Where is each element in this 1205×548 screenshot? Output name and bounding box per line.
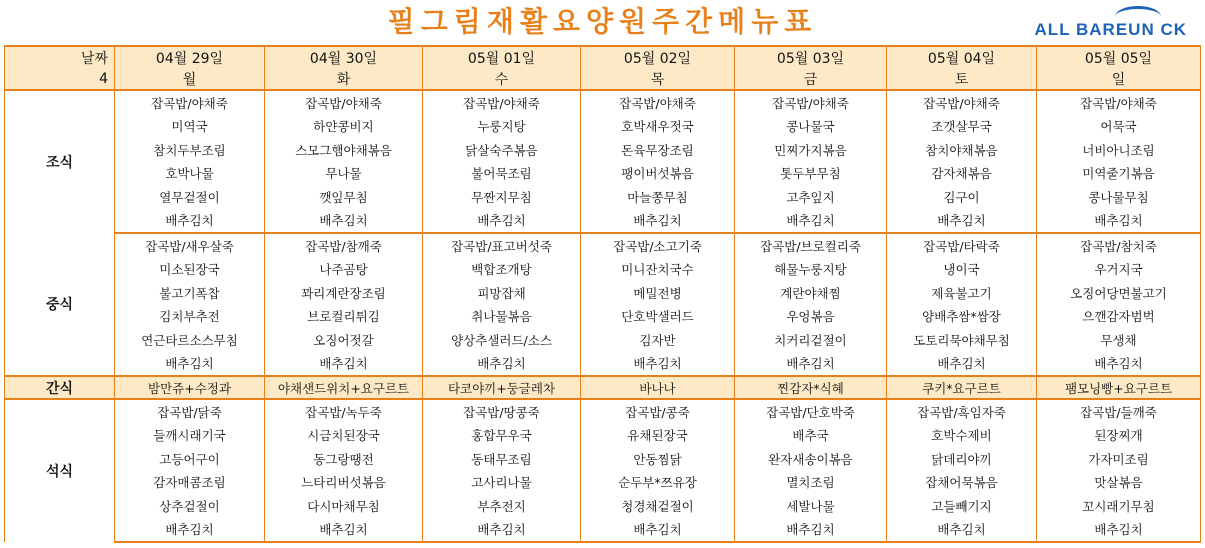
menu-item: 동그랑땡전 [265, 447, 423, 471]
menu-item: 시금치된장국 [265, 424, 423, 448]
menu-item: 마늘쫑무침 [581, 185, 735, 209]
menu-item: 미니잔치국수 [581, 258, 735, 282]
day-weekday: 일 [1037, 68, 1201, 90]
menu-item: 호박수제비 [887, 424, 1037, 448]
menu-item: 스모그햄야채볶음 [265, 138, 423, 162]
menu-item: 참치야채볶음 [887, 138, 1037, 162]
menu-item: 배추김치 [423, 209, 581, 234]
menu-item: 유채된장국 [581, 424, 735, 448]
page-title: 필그림재활요양원주간메뉴표 [387, 5, 818, 38]
snack-item: 팸모닝빵+요구르트 [1037, 376, 1201, 399]
menu-item: 해물누룽지탕 [735, 258, 887, 282]
menu-item: 무나물 [265, 162, 423, 186]
snack-item: 찐감자*식혜 [735, 376, 887, 399]
menu-item: 콩나물무침 [1037, 185, 1201, 209]
menu-item: 계란야채찜 [735, 281, 887, 305]
brand-logo: ALL BAREUN CK [1034, 20, 1187, 39]
snack-item: 타코야끼+둥글레차 [423, 376, 581, 399]
menu-item: 배추김치 [887, 518, 1037, 543]
menu-item: 나주곰탕 [265, 258, 423, 282]
snack-item: 쿠키*요구르트 [887, 376, 1037, 399]
day-weekday: 수 [423, 68, 581, 90]
menu-item: 배추김치 [887, 209, 1037, 234]
menu-item: 잡곡밥/닭죽 [115, 399, 265, 424]
weekly-menu-table [4, 45, 1201, 543]
menu-item: 고사리나물 [423, 471, 581, 495]
menu-item: 배추김치 [265, 352, 423, 377]
menu-item: 양상추샐러드/소스 [423, 328, 581, 352]
corner-label: 날짜 [5, 46, 115, 68]
menu-item: 우엉볶음 [735, 305, 887, 329]
snack-item: 밤만쥬+수정과 [115, 376, 265, 399]
menu-item: 고추잎지 [735, 185, 887, 209]
menu-item: 양배추쌈*쌈장 [887, 305, 1037, 329]
menu-item: 닭살숙주볶음 [423, 138, 581, 162]
menu-item: 고들빼기지 [887, 494, 1037, 518]
menu-item: 부추전지 [423, 494, 581, 518]
menu-item: 무생채 [1037, 328, 1201, 352]
menu-item: 세발나물 [735, 494, 887, 518]
day-date: 05월 05일 [1037, 46, 1201, 68]
menu-item: 냉이국 [887, 258, 1037, 282]
menu-item: 잡곡밥/야채죽 [115, 90, 265, 115]
menu-item: 취나물볶음 [423, 305, 581, 329]
menu-item: 배추국 [735, 424, 887, 448]
menu-item: 누룽지탕 [423, 115, 581, 139]
menu-item: 잡곡밥/브로컬리죽 [735, 233, 887, 258]
day-weekday: 토 [887, 68, 1037, 90]
menu-item: 꽈리계란장조림 [265, 281, 423, 305]
menu-item: 제육불고기 [887, 281, 1037, 305]
snack-label: 간식 [5, 376, 115, 399]
menu-item: 배추김치 [115, 209, 265, 234]
menu-item: 가자미조림 [1037, 447, 1201, 471]
menu-item: 민찌가지볶음 [735, 138, 887, 162]
menu-item: 잡채어묵볶음 [887, 471, 1037, 495]
menu-item: 잡곡밥/야채죽 [423, 90, 581, 115]
day-date: 04월 30일 [265, 46, 423, 68]
menu-item: 들깨시래기국 [115, 424, 265, 448]
menu-item: 배추김치 [887, 352, 1037, 377]
menu-item: 된장찌개 [1037, 424, 1201, 448]
menu-item: 배추김치 [581, 518, 735, 543]
menu-item: 배추김치 [1037, 352, 1201, 377]
menu-item: 잡곡밥/들깨죽 [1037, 399, 1201, 424]
menu-item: 돈육무장조림 [581, 138, 735, 162]
day-date: 05월 03일 [735, 46, 887, 68]
menu-item: 단호박샐러드 [581, 305, 735, 329]
menu-item: 하얀콩비지 [265, 115, 423, 139]
menu-item: 잡곡밥/야채죽 [581, 90, 735, 115]
menu-item: 너비아니조림 [1037, 138, 1201, 162]
menu-item: 배추김치 [735, 518, 887, 543]
menu-item: 오징어당면불고기 [1037, 281, 1201, 305]
menu-item: 배추김치 [423, 518, 581, 543]
snack-item: 바나나 [581, 376, 735, 399]
menu-item: 피망잡채 [423, 281, 581, 305]
menu-item: 배추김치 [735, 209, 887, 234]
breakfast-label: 조식 [5, 90, 115, 233]
menu-item: 잡곡밥/표고버섯죽 [423, 233, 581, 258]
menu-item: 호박나물 [115, 162, 265, 186]
day-date: 05월 02일 [581, 46, 735, 68]
menu-item: 잡곡밥/흑임자죽 [887, 399, 1037, 424]
day-weekday: 목 [581, 68, 735, 90]
menu-item: 잡곡밥/타락죽 [887, 233, 1037, 258]
menu-item: 순두부*쯔유장 [581, 471, 735, 495]
menu-item: 미역줄기볶음 [1037, 162, 1201, 186]
day-weekday: 금 [735, 68, 887, 90]
dinner-label: 석식 [5, 399, 115, 542]
menu-item: 꼬시래기무침 [1037, 494, 1201, 518]
menu-item: 미소된장국 [115, 258, 265, 282]
menu-item: 동태무조림 [423, 447, 581, 471]
menu-item: 감자매콤조림 [115, 471, 265, 495]
menu-item: 잡곡밥/소고기죽 [581, 233, 735, 258]
menu-item: 배추김치 [423, 352, 581, 377]
menu-item: 김치부추전 [115, 305, 265, 329]
menu-item: 잡곡밥/새우살죽 [115, 233, 265, 258]
menu-item: 배추김치 [581, 352, 735, 377]
menu-item: 다시마채무침 [265, 494, 423, 518]
corner-number: 4 [5, 68, 115, 90]
menu-item: 오징어젓갈 [265, 328, 423, 352]
menu-item: 어묵국 [1037, 115, 1201, 139]
day-date: 05월 01일 [423, 46, 581, 68]
menu-item: 완자새송이볶음 [735, 447, 887, 471]
menu-item: 으깬감자범벅 [1037, 305, 1201, 329]
menu-item: 배추김치 [115, 352, 265, 377]
menu-item: 맛살볶음 [1037, 471, 1201, 495]
menu-item: 배추김치 [265, 209, 423, 234]
menu-item: 감자채볶음 [887, 162, 1037, 186]
day-weekday: 월 [115, 68, 265, 90]
menu-item: 메밀전병 [581, 281, 735, 305]
menu-item: 참치두부조림 [115, 138, 265, 162]
menu-item: 배추김치 [265, 518, 423, 543]
menu-item: 홍합무우국 [423, 424, 581, 448]
menu-item: 배추김치 [1037, 209, 1201, 234]
menu-item: 콩나물국 [735, 115, 887, 139]
menu-item: 우거지국 [1037, 258, 1201, 282]
menu-item: 잡곡밥/참깨죽 [265, 233, 423, 258]
menu-item: 잡곡밥/야채죽 [1037, 90, 1201, 115]
menu-item: 톳두부무침 [735, 162, 887, 186]
menu-item: 배추김치 [735, 352, 887, 377]
menu-item: 잡곡밥/땅콩죽 [423, 399, 581, 424]
menu-item: 김자반 [581, 328, 735, 352]
menu-item: 배추김치 [115, 518, 265, 543]
menu-item: 고등어구이 [115, 447, 265, 471]
menu-item: 깻잎무침 [265, 185, 423, 209]
menu-item: 불어묵조림 [423, 162, 581, 186]
day-weekday: 화 [265, 68, 423, 90]
lunch-label: 중식 [5, 233, 115, 376]
menu-item: 미역국 [115, 115, 265, 139]
menu-item: 불고기폭찹 [115, 281, 265, 305]
menu-item: 잡곡밥/야채죽 [265, 90, 423, 115]
day-date: 04월 29일 [115, 46, 265, 68]
menu-item: 브로컬리튀김 [265, 305, 423, 329]
menu-item: 팽이버섯볶음 [581, 162, 735, 186]
menu-item: 백합조개탕 [423, 258, 581, 282]
menu-item: 잡곡밥/콩죽 [581, 399, 735, 424]
day-date: 05월 04일 [887, 46, 1037, 68]
menu-item: 잡곡밥/녹두죽 [265, 399, 423, 424]
menu-item: 무짠지무침 [423, 185, 581, 209]
menu-item: 호박새우젓국 [581, 115, 735, 139]
snack-item: 야채샌드위치+요구르트 [265, 376, 423, 399]
menu-item: 열무겉절이 [115, 185, 265, 209]
menu-item: 잡곡밥/단호박죽 [735, 399, 887, 424]
menu-item: 상추겉절이 [115, 494, 265, 518]
menu-item: 치커리겉절이 [735, 328, 887, 352]
menu-item: 김구이 [887, 185, 1037, 209]
menu-item: 배추김치 [581, 209, 735, 234]
menu-item: 조갯살무국 [887, 115, 1037, 139]
menu-item: 잡곡밥/야채죽 [735, 90, 887, 115]
menu-item: 청경채겉절이 [581, 494, 735, 518]
menu-item: 연근타르소스무침 [115, 328, 265, 352]
menu-item: 닭데리야끼 [887, 447, 1037, 471]
menu-item: 배추김치 [1037, 518, 1201, 543]
menu-item: 느타리버섯볶음 [265, 471, 423, 495]
menu-item: 안동찜닭 [581, 447, 735, 471]
menu-item: 잡곡밥/참치죽 [1037, 233, 1201, 258]
menu-item: 멸치조림 [735, 471, 887, 495]
menu-item: 도토리묵야채무침 [887, 328, 1037, 352]
menu-item: 잡곡밥/야채죽 [887, 90, 1037, 115]
